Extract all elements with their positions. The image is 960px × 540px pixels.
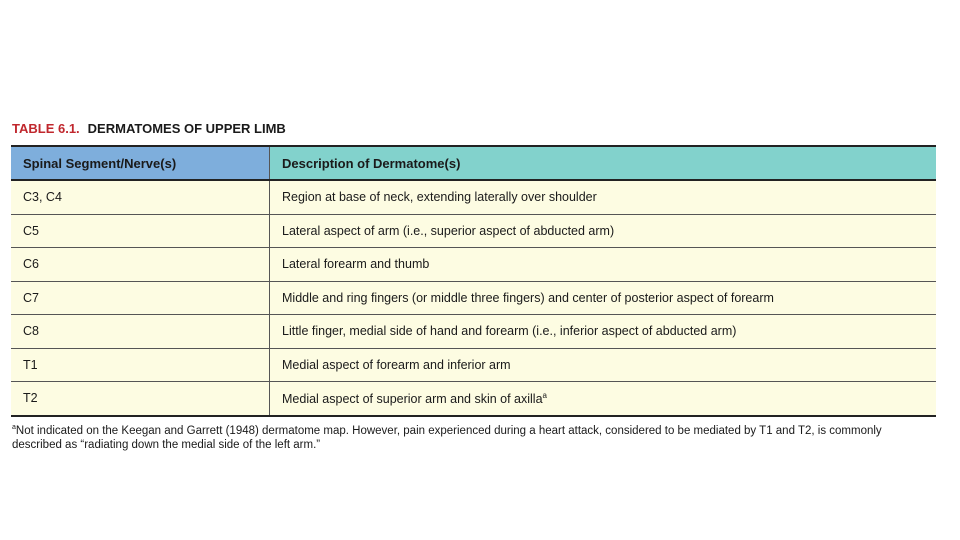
table-row xyxy=(11,214,936,248)
description-cell: Middle and ring fingers (or middle three fingers) and center of posterior aspect of forearm xyxy=(270,281,937,315)
table-row xyxy=(11,348,936,382)
table-number: TABLE 6.1. xyxy=(12,121,80,136)
table-row xyxy=(11,281,936,315)
segment-cell: T2 xyxy=(11,382,270,416)
table-title: DERMATOMES OF UPPER LIMB xyxy=(87,121,286,136)
column-header-segment: Spinal Segment/Nerve(s) xyxy=(11,146,270,180)
description-cell xyxy=(270,382,937,416)
table-row xyxy=(11,382,936,416)
segment-cell: C7 xyxy=(11,281,270,315)
table-caption xyxy=(12,121,286,136)
footnote-marker: a xyxy=(12,424,16,431)
description-cell: Little finger, medial side of hand and forearm (i.e., inferior aspect of abducted arm) xyxy=(270,315,937,349)
header-row xyxy=(11,146,936,180)
table-row xyxy=(11,180,936,214)
table-row xyxy=(11,248,936,282)
table-row xyxy=(11,315,936,349)
segment-cell: C6 xyxy=(11,248,270,282)
description-cell: Region at base of neck, extending laterally over shoulder xyxy=(270,180,937,214)
description-cell: Lateral aspect of arm (i.e., superior aspect of abducted arm) xyxy=(270,214,937,248)
table-footnote xyxy=(12,421,932,452)
footnote-text: Not indicated on the Keegan and Garrett (1948) dermatome map. However, pain experienced during a heart attack, considered to be mediated by T1 and T2, is commonly described as “radiating down the medial side of the left arm.” xyxy=(12,424,882,451)
segment-cell: T1 xyxy=(11,348,270,382)
description-text: Medial aspect of superior arm and skin of axilla xyxy=(282,391,543,406)
dermatome-table xyxy=(11,145,936,417)
description-cell: Medial aspect of forearm and inferior arm xyxy=(270,348,937,382)
segment-cell: C3, C4 xyxy=(11,180,270,214)
segment-cell: C5 xyxy=(11,214,270,248)
description-cell: Lateral forearm and thumb xyxy=(270,248,937,282)
column-header-description: Description of Dermatome(s) xyxy=(270,146,937,180)
footnote-marker: a xyxy=(542,390,547,400)
segment-cell: C8 xyxy=(11,315,270,349)
